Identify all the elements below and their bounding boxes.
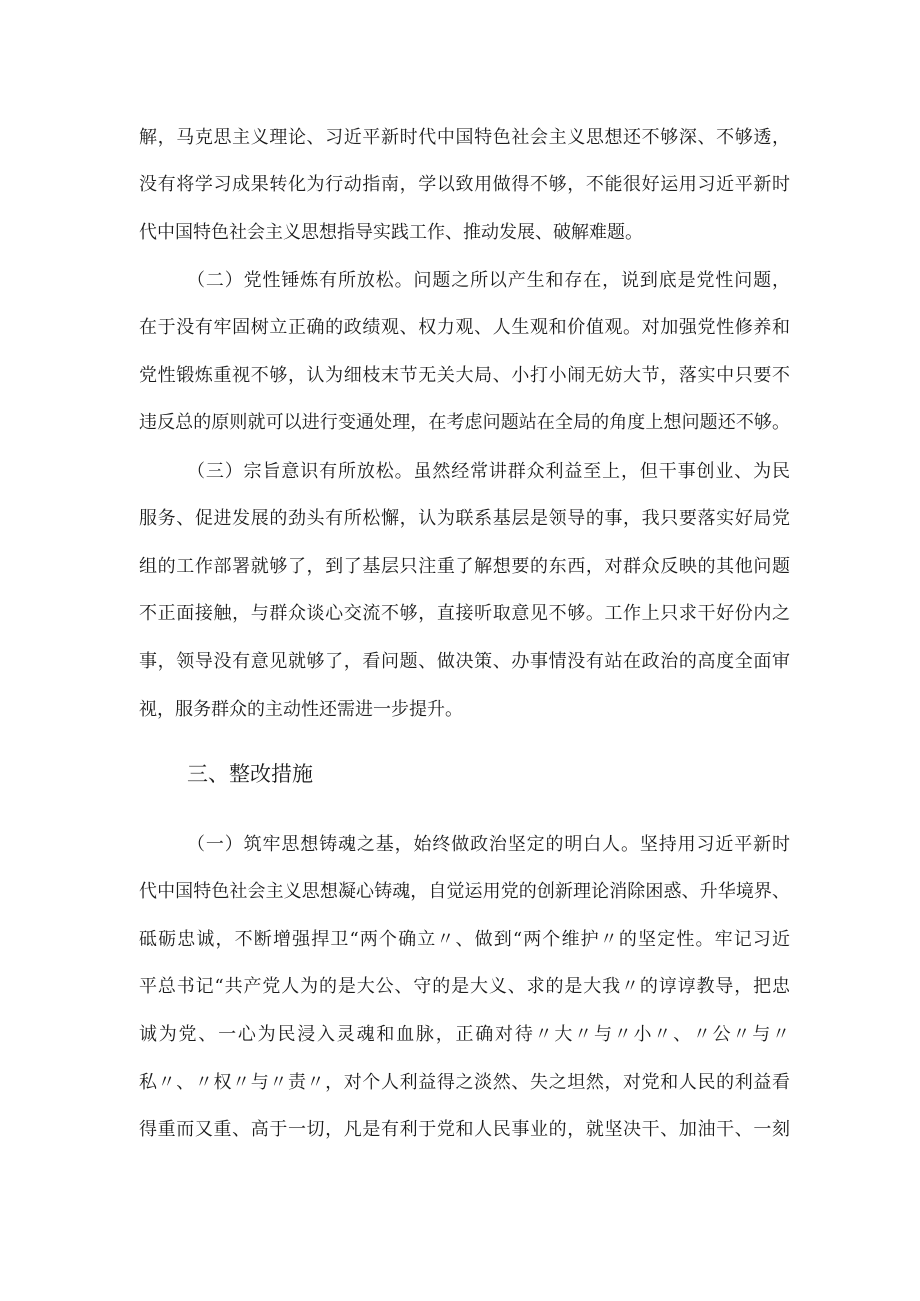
text-line: 在于没有牢固树立正确的政绩观、权力观、人生观和价值观。对加强党性修养和 bbox=[139, 317, 790, 338]
text-line: 诚为党、一心为民浸入灵魂和血脉，正确对待〃大〃与〃小〃、〃公〃与〃 bbox=[139, 1024, 790, 1045]
section-heading: 三、整改措施 bbox=[187, 762, 313, 786]
text-line: 解，马克思主义理论、习近平新时代中国特色社会主义思想还不够深、不够透， bbox=[139, 127, 790, 148]
text-line: 不正面接触，与群众谈心交流不够，直接听取意见不够。工作上只求干好份内之 bbox=[139, 603, 790, 624]
text-line: 代中国特色社会主义思想指导实践工作、推动发展、破解难题。 bbox=[139, 222, 643, 243]
text-line: 组的工作部署就够了，到了基层只注重了解想要的东西，对群众反映的其他问题 bbox=[139, 556, 790, 577]
text-line: 得重而又重、高于一切，凡是有利于党和人民事业的，就坚决干、加油干、一刻 bbox=[139, 1119, 790, 1140]
text-line: 违反总的原则就可以进行变通处理，在考虑问题站在全局的角度上想问题还不够。 bbox=[139, 412, 790, 433]
text-line: （三）宗旨意识有所放松。虽然经常讲群众利益至上，但干事创业、为民 bbox=[187, 461, 790, 482]
text-line: 平总书记“共产党人为的是大公、守的是大义、求的是大我〃的谆谆教导，把忠 bbox=[139, 976, 790, 997]
text-line: 没有将学习成果转化为行动指南，学以致用做得不够，不能很好运用习近平新时 bbox=[139, 174, 790, 195]
text-line: 事，领导没有意见就够了，看问题、做决策、办事情没有站在政治的高度全面审 bbox=[139, 651, 790, 672]
text-line: 视，服务群众的主动性还需进一步提升。 bbox=[139, 699, 463, 720]
text-line: 服务、促进发展的劲头有所松懈，认为联系基层是领导的事，我只要落实好局党 bbox=[139, 508, 790, 529]
text-line: 代中国特色社会主义思想凝心铸魂，自觉运用党的创新理论消除困惑、升华境界、 bbox=[139, 881, 790, 902]
text-line: （二）党性锤炼有所放松。问题之所以产生和存在，说到底是党性问题， bbox=[187, 270, 790, 291]
text-line: 私〃、〃权〃与〃责〃，对个人利益得之淡然、失之坦然，对党和人民的利益看 bbox=[139, 1072, 790, 1093]
text-line: 党性锻炼重视不够，认为细枝末节无关大局、小打小闹无妨大节，落实中只要不 bbox=[139, 365, 790, 386]
text-line: 砥砺忠诚，不断增强捍卫“两个确立〃、做到“两个维护〃的坚定性。牢记习近 bbox=[139, 929, 790, 950]
text-line: （一）筑牢思想铸魂之基，始终做政治坚定的明白人。坚持用习近平新时 bbox=[187, 834, 790, 855]
